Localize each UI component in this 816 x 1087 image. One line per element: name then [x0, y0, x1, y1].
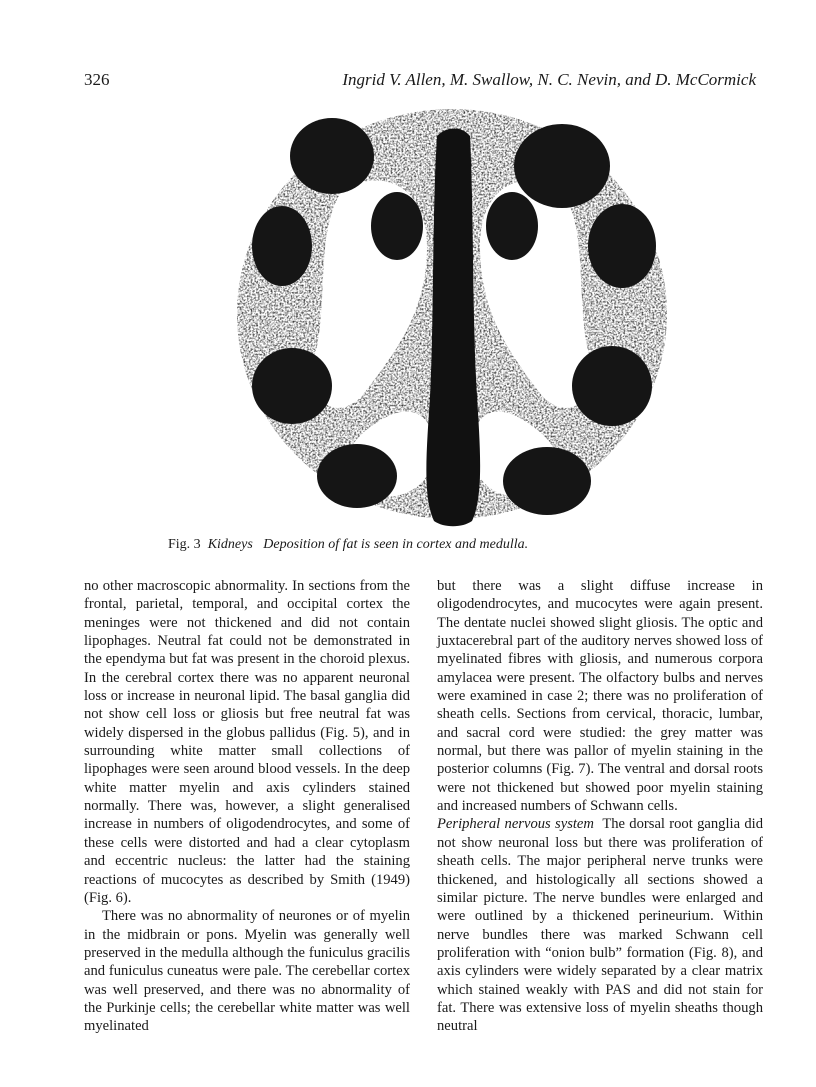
paragraph-body: The dorsal root ganglia did not show neuronal loss but there was proliferation of sheath cells. The major peripheral nerve trunks were thickened, and histologically all sections showed a similar picture. The nerve bundles were enlarged and were outlined by a thickened perineurium. Within nerve bundles there was marked Schwann cell proliferation with “onion bulb” formation (Fig. 8), and axis cylinders were widely separated by a clear matrix which stained weakly with PAS and did not stain for fat. There was extensive loss of myelin sheaths though neutral [437, 816, 763, 1035]
paragraph-peripheral-nervous-system [437, 815, 763, 1035]
right-column [437, 577, 763, 1036]
figure-description: Deposition of fat is seen in cortex and medulla. [263, 537, 529, 552]
figure-caption [168, 537, 528, 553]
left-column [84, 577, 410, 1036]
running-head: Ingrid V. Allen, M. Swallow, N. C. Nevin, and D. McCormick [342, 70, 756, 89]
section-heading: Peripheral nervous system [437, 816, 594, 833]
paragraph: There was no abnormality of neurones or of myelin in the midbrain or pons. Myelin was generally well preserved in the medulla although the funiculus gracilis and funiculus cuneatus were pale. The cerebellar cortex was well preserved, and there was no abnormality of the Purkinje cells; the cerebellar white matter was well myelinated [84, 908, 410, 1035]
page-number: 326 [84, 70, 110, 89]
paragraph: but there was a slight diffuse increase in oligodendrocytes, and mucocytes were again present. The dentate nuclei showed slight gliosis. The optic and juxtacerebral part of the auditory nerves showed loss of myelinated fibres with gliosis, and numerous corpora amylacea were present. The olfactory bulbs and nerves were examined in case 2; there was no proliferation of sheath cells. Sections from cervical, thoracic, lumbar, and sacral cord were studied: the grey matter was normal, but there was pallor of myelin staining in the posterior columns (Fig. 7). The ventral and dorsal roots were not thickened but showed poor myelin staining and increased numbers of Schwann cells. [437, 578, 763, 815]
figure-title: Kidneys [207, 537, 253, 552]
paragraph: no other macroscopic abnormality. In sections from the frontal, parietal, temporal, and occipital cortex the meninges were not thickened and did not contain lipophages. Neutral fat could not be demonstrated in the ependyma but fat was present in the choroid plexus. In the cerebral cortex there was no apparent neuronal loss or increase in neuronal lipid. The basal ganglia did not show cell loss or gliosis but free neutral fat was widely dispersed in the globus pallidus (Fig. 5), and in surrounding white matter small collections of lipophages were seen around blood vessels. In the deep white matter myelin and axis cylinders stained normally. There was, however, a slight generalised increase in numbers of oligodendrocytes, and some of these cells were distorted and had a clear cytoplasm and eccentric nucleus: the latter had the staining reactions of mucocytes as described by Smith (1949) (Fig. 6). [84, 578, 410, 906]
figure-label: Fig. 3 [168, 537, 201, 552]
kidney-micrograph [222, 96, 682, 528]
